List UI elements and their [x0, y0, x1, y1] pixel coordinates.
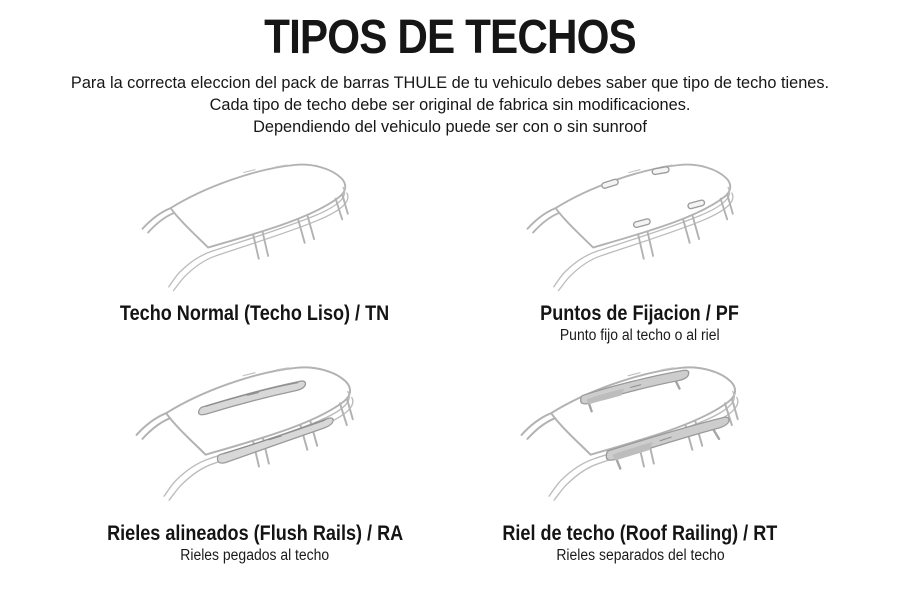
normal-smooth-roof-illustration [101, 150, 409, 300]
roof-type-label-ra: Rieles alineados (Flush Rails) / RA [106, 522, 404, 545]
roof-type-sublabel-rt: Rieles separados del techo [555, 547, 725, 564]
roof-type-card-pf [460, 150, 820, 345]
fixed-points-roof-illustration [486, 150, 794, 300]
intro-line-2: Cada tipo de techo debe ser original de fabrica sin modificaciones. [209, 95, 691, 114]
flush-rails-roof-illustration [101, 352, 409, 510]
intro-line-3: Dependiendo del vehiculo puede ser con o sin sunroof [253, 117, 647, 136]
page-title: TIPOS DE TECHOS [264, 11, 636, 64]
roof-type-card-ra [55, 352, 455, 565]
intro-text [0, 72, 900, 138]
raised-roof-railing-illustration [486, 352, 794, 510]
roof-type-sublabel-pf: Punto fijo al techo o al riel [560, 327, 720, 344]
roof-type-card-rt [460, 352, 820, 565]
intro-line-1: Para la correcta eleccion del pack de barras THULE de tu vehiculo debes saber que tipo de techo tienes. [70, 73, 830, 92]
roof-type-label-pf: Puntos de Fijacion / PF [540, 302, 740, 325]
roof-type-sublabel-ra: Rieles pegados al techo [180, 547, 330, 564]
roof-type-label-tn: Techo Normal (Techo Liso) / TN [120, 302, 390, 325]
roof-type-label-rt: Riel de techo (Roof Railing) / RT [502, 522, 778, 545]
roof-type-card-tn [55, 150, 455, 326]
